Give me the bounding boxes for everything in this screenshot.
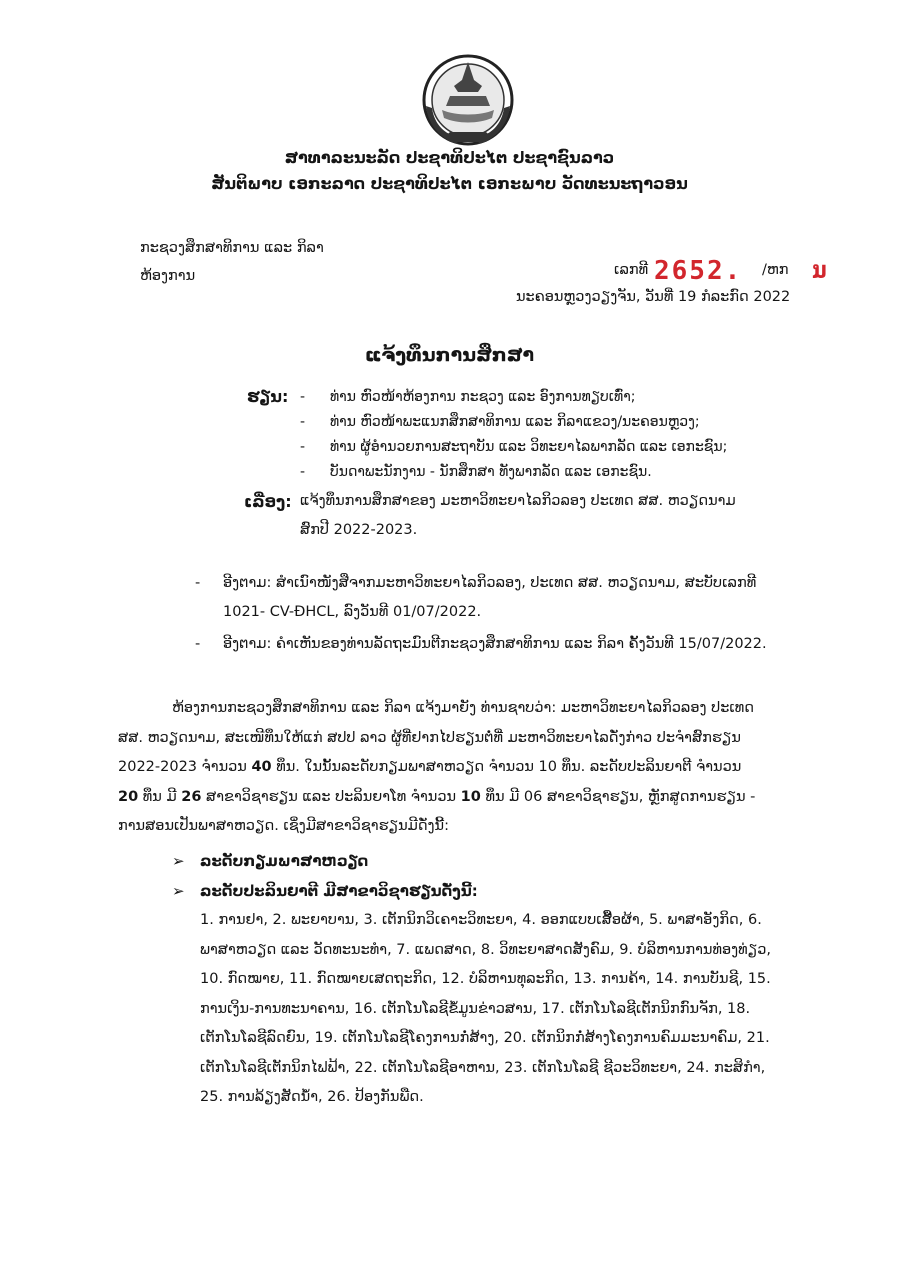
- majors-line: ເຕັກໂນໂລຊີລົດຍົນ, 19. ເຕັກໂນໂລຊີໂຄງການກໍ່ສ້າງ, 20. ເຕັກນິກກໍ່ສ້າງໂຄງການຄົມມະນາຄົມ, 21.: [200, 1030, 770, 1046]
- reference-item: - ອີງຕາມ: ຄຳເຫັນຂອງທ່ານລັດຖະມົນຕີກະຊວງສຶກສາທິການ ແລະ ກິລາ ຄັ້ງວັນທີ 15/07/2022.: [195, 636, 767, 652]
- majors-line: 1. ການຢາ, 2. ພະຍາບານ, 3. ເຕັກນິກວິເຄາະວິທະຍາ, 4. ອອກແບບເສື້ອຜ້າ, 5. ພາສາອັງກິດ, 6.: [200, 912, 762, 928]
- recipient-item: - ທ່ານ ຜູ້ອຳນວຍການສະຖາບັນ ແລະ ວິທະຍາໄລພາກລັດ ແລະ ເອກະຊົນ;: [300, 439, 728, 455]
- ref-number-stamp: [654, 256, 742, 286]
- bullet-language-prep: ➢ ລະດັບກຽມພາສາຫວຽດ: [172, 852, 369, 870]
- reference-item-cont: 1021- CV-ĐHCL, ລົງວັນທີ 01/07/2022.: [223, 604, 482, 620]
- sender-ministry: ກະຊວງສຶກສາທິການ ແລະ ກິລາ: [140, 240, 324, 256]
- majors-line: ພາສາຫວຽດ ແລະ ວັດທະນະທຳ, 7. ແພດສາດ, 8. ວິທະຍາສາດສັງຄົມ, 9. ບໍລິຫານການທ່ອງທ່ຽວ,: [200, 941, 772, 958]
- subject-line-1: ແຈ້ງທຶນການສຶກສາຂອງ ມະຫາວິທະຍາໄລກິວລອງ ປະເທດ ສສ. ຫວຽດນາມ: [300, 493, 736, 509]
- country-name-line: ສາທາລະນະລັດ ປະຊາທິປະໄຕ ປະຊາຊົນລາວ: [284, 148, 615, 167]
- majors-list: [200, 906, 820, 1113]
- sender-office: ຫ້ອງການ: [140, 268, 196, 284]
- bullet-bachelor: ➢ ລະດັບປະລິນຍາຕີ ມີສາຂາວິຊາຮຽນດັ່ງນີ້:: [172, 882, 478, 900]
- ref-number-digits: 2652: [654, 256, 725, 286]
- body-paragraph: ຫ້ອງການກະຊວງສຶກສາທິການ ແລະ ກິລາ ແຈ້ງມາຍັງ ທ່ານຊາບວ່າ: ມະຫາວິທະຍາໄລກິວລອງ ປະເທດ ສສ. ຫວຽດນາມ, ສະເໜີທຶນໃຫ້ແກ່ ສປປ ລາວ ຜູ້ທີ່ຢາກໄປຮຽນຕໍ່ທີ່ ມະຫາວິທະຍາໄລດັ່ງກ່າວ ປະຈຳສົກຮຽນ 2022-2023 ຈຳນວນ 40 ທຶນ. ໃນນັ້ນລະດັບກຽມພາສາຫວຽດ ຈຳນວນ 10 ທຶນ. ລະດັບປະລິນຍາຕີ ຈຳນວນ 20 ທຶນ ມີ 26 ສາຂາວິຊາຮຽນ ແລະ ປະລິນຍາໂທ ຈຳນວນ 10 ທຶນ ມີ 06 ສາຂາວິຊາຮຽນ, ຫຼັກສູດການຮຽນ - ການສອນເປັນພາສາຫວຽດ. ເຊິ່ງມີສາຂາວິຊາຮຽນມີດັ່ງນີ້:: [118, 700, 756, 834]
- subject-label: ເລື່ອງ:: [244, 492, 292, 511]
- recipient-item: - ທ່ານ ຫົວໜ້າພະແນກສຶກສາທິການ ແລະ ກິລາແຂວງ/ນະຄອນຫຼວງ;: [300, 414, 700, 430]
- lao-national-emblem-icon: [412, 50, 524, 148]
- recipient-item: - ທ່ານ ຫົວໜ້າຫ້ອງການ ກະຊວງ ແລະ ອົງການທຽບເທົ່າ;: [300, 389, 636, 405]
- ref-number-dot: .: [724, 256, 743, 286]
- recipients-label: ຮຽນ:: [247, 387, 289, 406]
- document-title: ແຈ້ງທຶນການສຶກສາ: [364, 344, 535, 366]
- majors-line: ການເງິນ-ການທະນາຄານ, 16. ເຕັກໂນໂລຊີຂໍ້ມູນຂ່າວສານ, 17. ເຕັກໂນໂລຊີເຕັກນິກກົນຈັກ, 18.: [200, 1000, 751, 1017]
- ref-number-slash: /ຫກ: [762, 262, 789, 278]
- reference-item: - ອີງຕາມ: ສຳເນົາໜັງສືຈາກມະຫາວິທະຍາໄລກິວລອງ, ປະເທດ ສສ. ຫວຽດນາມ, ສະບັບເລກທີ: [195, 575, 757, 591]
- majors-line: 10. ກົດໝາຍ, 11. ກົດໝາຍເສດຖະກິດ, 12. ບໍລິຫານທຸລະກິດ, 13. ການຄ້າ, 14. ການບັນຊີ, 15.: [200, 971, 771, 987]
- recipient-item: - ບັນດາພະນັກງານ - ນັກສຶກສາ ທັງພາກລັດ ແລະ ເອກະຊົນ.: [300, 464, 652, 480]
- arrow-icon: ➢: [172, 852, 185, 870]
- arrow-icon: ➢: [172, 882, 185, 900]
- majors-line: 25. ການລ້ຽງສັດນ້ຳ, 26. ປ້ອງກັນພືດ.: [200, 1089, 424, 1105]
- national-motto-line: ສັນຕິພາບ ເອກະລາດ ປະຊາທິປະໄຕ ເອກະພາບ ວັດທະນະຖາວອນ: [211, 174, 688, 193]
- ref-number-label: ເລກທີ: [614, 262, 649, 278]
- date-line: ນະຄອນຫຼວງວຽງຈັນ, ວັນທີ່ 19 ກໍລະກົດ 2022: [516, 289, 791, 305]
- majors-line: ເຕັກໂນໂລຊີເຕັກນິກໄຟຟ້າ, 22. ເຕັກໂນໂລຊີອາຫານ, 23. ເຕັກໂນໂລຊີ ຊີວະວິທະຍາ, 24. ກະສິກຳ,: [200, 1059, 766, 1076]
- ref-number-stamp-suffix: ນ: [812, 256, 827, 284]
- subject-line-2: ສົກປີ 2022-2023.: [300, 522, 418, 538]
